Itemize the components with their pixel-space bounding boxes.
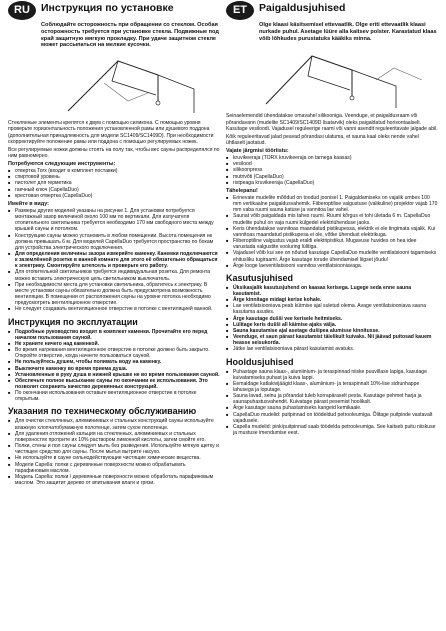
ru-intro: Соблюдайте осторожность при обращении со стеклом. Особая осторожность требуется при установке стекла. Подвижные под край защитную мягкую прокладку. При удаче защитном стекле может рассыпаться на мелкие кусочки. xyxy=(41,22,219,49)
ru-para-2: Все регулируемые ножки должны стоять на полу так, чтобы вес сауны распределялся по ним равномерно. xyxy=(8,146,220,159)
list-item: ■ Размеры других моделей указаны на рисунке 1. Для установки потребуется монтажный зазор величиной около 100 мм по вертикали. Для излучателя отопительного светильника требуется необходимо 170 мм свободного места между крышей сауны и потолком. xyxy=(8,208,220,233)
list-item: ■ Sauna lavad, seinu ja põrandat tuleb korrapäraselt pesta. Kasutage pehmet harja ja saunapuhastusvahendit. Kuivatage pärast pesemist hoolikalt. xyxy=(226,393,438,405)
et-care-title: Hooldusjuhised xyxy=(226,356,294,367)
list-item: ■ vesilood xyxy=(226,161,438,167)
list-item: ■ Eemaldage katlakivijäägid klaas-, alumiinium- ja teraspinnalt 10%-lise sidrunhappe lahusega ja loputage. xyxy=(226,381,438,393)
list-item: ■ CapellaDuo mudelid: puitpinnad on töödeldud petrooleumiga. Õlitage puitpinde vastavalt vajadusele. xyxy=(226,412,438,424)
list-item: ■ Модель Capella: полки / деревянные поверхности можно обработать парафиновым маслом. Это защитит дерево от впитывания влаги и грязи. xyxy=(8,474,220,486)
list-item: ■ Для отопительной светильников требуется индивидуальная розетка. Для ремонта можно вставить электрическую цепь светильником выключатель. xyxy=(8,269,220,281)
et-para-1: Seinaelemendid ühendatakse omavahel silikooniga. Veenduge, et paigaldusraam või põrandavann (mudelite SC1409/SC1409D lisatarvik) oleks paigaldatud horisontaalselt. Kasutage vesiloodi. Vajadusel reguleerige raami või vanni asendit reguleeritavate jalgade abil. xyxy=(226,113,438,132)
et-tools-title: Vajate järgmisi tööriistu: xyxy=(226,148,289,155)
list-item: ■ Не следует создавать вентиляционное отверстие в потолке с вентиляцией ванной. xyxy=(8,306,220,312)
list-item: ■ Для очистки стеклянных, алюминиевых и стальных конструкций сауны используйте влажную хлопчатобумажную полотенце, затем сухое полотенце. xyxy=(8,418,220,430)
list-item: ■ Ärge kasutage dušši vee kerisele heitmiseks. xyxy=(226,316,438,322)
ru-tools-title: Потребуются следующие инструменты: xyxy=(8,161,116,168)
et-header xyxy=(226,0,438,22)
list-item: ■ Lülitage keris dušši all käimise ajaks välja. xyxy=(226,322,438,328)
et-column xyxy=(226,0,438,438)
list-item: ■ Üksikasjalik kasutusjuhend on kaasas kerisega. Lugege seda enne sauna kasutamist. xyxy=(226,285,438,297)
list-item: ■ Fiiberoptiline valgustus vajab eraldi elektripistikut. Mugavuse huvides on hea idee varustada valgustite vooluring lülitiga. xyxy=(226,238,438,250)
ru-use-list xyxy=(8,329,220,403)
et-installation-figure xyxy=(226,46,438,110)
list-item: ■ ristpeaga kruvikeeraja (CapellaDuo) xyxy=(226,180,438,186)
et-tools-list xyxy=(226,155,438,186)
list-item: ■ Ärge looge laeventilatsiooni vannitoa ventilatsiooniavaga. xyxy=(226,263,438,269)
list-item: ■ Модели Capella: полки с деревянные поверхности можно обрабатывать парафиновым маслом. xyxy=(8,462,220,474)
ru-care-list xyxy=(8,418,220,486)
list-item: ■ Jätke lae ventilatsiooniava pärast kasutamist avatuks. xyxy=(226,346,438,352)
list-item: ■ пистолет для герметика xyxy=(8,180,220,186)
et-language-badge: ET xyxy=(226,1,254,20)
list-item: ■ Подробные руководство входит в комплект каменки. Прочитайте его перед началом пользования сауной. xyxy=(8,329,220,341)
et-care-list xyxy=(226,369,438,437)
list-item: ■ Puhastage sauna klaas-, alumiinium- ja teraspinnad niiske puuvillase lapiga, kasutage kuivatamiseks puhast ja kuiva lappi. xyxy=(226,369,438,381)
list-item: ■ mutrivõti (CapellaDuo) xyxy=(226,174,438,180)
list-item: ■ гаечный ключ (CapellaDuo) xyxy=(8,187,220,193)
ru-language-badge: RU xyxy=(8,1,36,20)
et-intro: Olge klaasi käsitsemisel ettevaatlik. Olge eriti ettevaatlik klaasi nurkade puhul. Asetage lüüre alla kaitsev polster. Karastatud klaas võib lõhkudes purustatuks kääkiks minna. xyxy=(259,22,437,42)
ru-title: Инструкция по установке xyxy=(41,2,174,14)
list-item: ■ Для определения величины зазора измеряйте каменку. Канемки подключаются к заземлённой розетке в ванной комнате для этого её обязательно обращаться к электрику. Смонтируйте штепсель и проверьте его работу. xyxy=(8,251,220,269)
ru-notes-list xyxy=(8,208,220,313)
et-use-list xyxy=(226,285,438,353)
list-item: ■ крестовая отвертка (CapellaDuo) xyxy=(8,193,220,199)
list-item: ■ Не пользуйтесь душем, чтобы поливать воду на каменку. xyxy=(8,359,220,365)
list-item: ■ Saunat võib paigaldada mis tahes ruumi. Ruumi kõrgus ei tohi ületada 6 m. CapellaDuo mudelite puhul on vaja ruumi külgedel elektriühenduse jaoks. xyxy=(226,213,438,225)
list-item: ■ По окончании использования оставьте вентиляционное отверстие в потолке открытым. xyxy=(8,390,220,402)
list-item: ■ Vajadusel võib kui see on nõutud kasutage CapellaDuo mudelite ventilatsiooni tagamiseks ehitusliku tugiraami. Ärge kasutage torude ühendamisel liigset jõudu! xyxy=(226,250,438,262)
list-item: ■ Sauna kasutamise ajal asetage dušipea alumisse kinnitusse. xyxy=(226,328,438,334)
list-item: ■ Конструкцию сауны можно установить в любом помещении. Высота помещения не должна превышать 6 м. Для моделей CapellaDuo требуется пространство по бокам для устройства электрического подключения. xyxy=(8,233,220,251)
ru-figure-drawing xyxy=(8,53,220,117)
list-item: ■ Erinevate mudelite mõõdud on toodud joonisel 1. Paigaldamiseks on vajalik umbes 100 mm vertikaalne paigaldusvahemik. Fiiberoptilise valgustuse (valikuline) projektor vajab 170 mm vaba ruumi sauna katuse ja vannitoa lae vahel. xyxy=(226,195,438,213)
list-item: ■ Для удаления отложений кальция на стеклянных, алюминиевых и стальных поверхностях протрите их 10% раствором лимонной кислоты, затем смойте его. xyxy=(8,431,220,443)
ru-header xyxy=(8,0,220,22)
list-item: ■ Lae ventilatsiooniava peab kütmise ajal suletud olema. Avage ventilatsiooniava sauna kasutama asudes. xyxy=(226,303,438,315)
list-item: ■ Полки, стены и пол сауны следует мыть без разведения. Используйте мягкую щетку и чистящее средство для сауны. После мытья вытрите насухо. xyxy=(8,443,220,455)
ru-column xyxy=(8,0,220,488)
list-item: ■ Keris ühendatakse vannitoas maandatud pistikupessa, elektrik ei ole tingimata vajalik. Kui vannitoas maandatud pistikupesa ei ole, võtke ühendust elektrikuga. xyxy=(226,226,438,238)
ru-para-1: Стеклянные элементы крепятся к двум с помощью силикона. С помощью уровня проверьте горизонтальность положения установленной рамы или душевого поддона (дополнительная принадлежность для модели SC1409/SC1409D). При необходимости скорректируйте положение рамы или поддона с помощью регулируемых ножек. xyxy=(8,120,214,145)
list-item: ■ При необходимости места для установки светильника, обратитесь к электрику. В месте установки сауны обязательно должна быть предусмотрена возможность вентиляции. В помещении от расположения сауны на уровне потолка необходимо предусмотреть вентиляционное отверстие. xyxy=(8,282,220,307)
ru-notes-title: Имейте в виду: xyxy=(8,200,49,207)
ru-care-title: Указания по техническому обслуживанию xyxy=(8,406,197,417)
list-item: ■ Ärge kinnitage midagi kerise kohale. xyxy=(226,297,438,303)
list-item: ■ отвертка Torx (входит в комплект поставки) xyxy=(8,168,220,174)
list-item: ■ Не храните ничего над каменкой. xyxy=(8,341,220,347)
list-item: ■ kruvikeeraja (TORX kruvikeeraja on tarnega kaasas) xyxy=(226,155,438,161)
list-item: ■ Выключите каменку во время приема душа. xyxy=(8,366,220,372)
et-notes-list xyxy=(226,195,438,269)
list-item: ■ Не используйте в сауне сильнодействующие чистящие химические вещества. xyxy=(8,455,220,461)
ru-tools-list xyxy=(8,168,220,199)
ru-installation-figure xyxy=(8,53,220,117)
list-item: ■ спиртовой уровень xyxy=(8,174,220,180)
et-use-title: Kasutusjuhised xyxy=(226,272,294,283)
list-item: ■ Во время нагревания вентиляционное отверстие в потолке должно быть закрыто. Откройте отверстие, когда начнете пользоваться сауной. xyxy=(8,347,220,359)
list-item: ■ Veenduge, et saun pärast kasutamist täielikult kuivaks. Nii jäävad puitosad kauem heasse seisukorda. xyxy=(226,334,438,346)
list-item: ■ silikoonpress xyxy=(226,167,438,173)
ru-use-title: Инструкция по эксплуатации xyxy=(8,316,138,327)
et-para-2: Kõik reguleeritavad jalad peavad põrandasi ulatuma, et sauna kaal oleks nende vahel ühtlaselt jaotatud. xyxy=(226,133,419,147)
list-item: ■ Установленные в руку душа в нижней крышке не во время пользования сауной. xyxy=(8,372,220,378)
list-item: ■ Обеспечьте полное высыхание сауны по окончании ее использования. Это позволит сохранить качество деревянных конструкций. xyxy=(8,378,220,390)
list-item: ■ Ärge kasutage sauna puhastamiseks kangeid kemikaale. xyxy=(226,405,438,411)
et-figure-drawing xyxy=(226,46,438,110)
list-item: ■ Capella mudelid: pink/puitpinnad saab töödelda petrooleumiga. See kaitseb puitu niiskuse ja mustuse imendumise eest. xyxy=(226,424,438,436)
et-title: Paigaldusjuhised xyxy=(259,2,346,14)
et-notes-title: Tähelepanu! xyxy=(226,187,258,194)
